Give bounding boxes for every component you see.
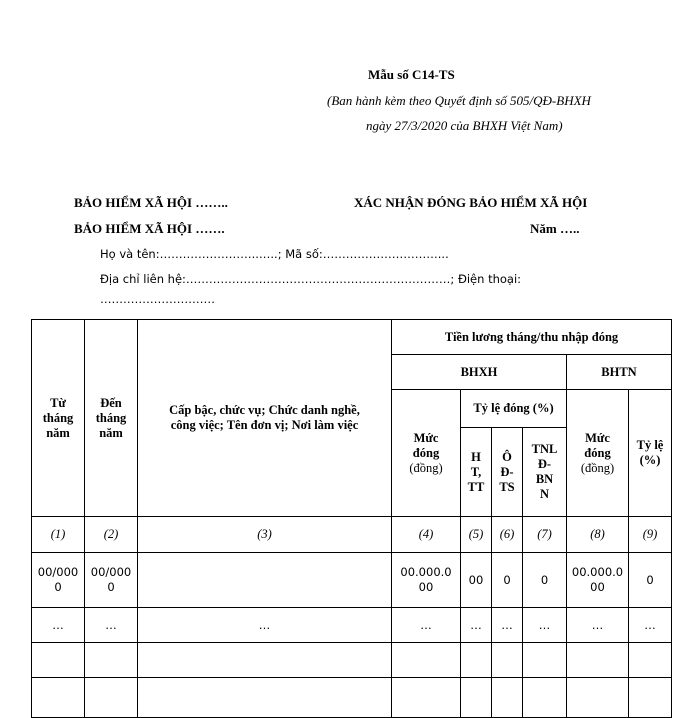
- org-name-2: BẢO HIỂM XÃ HỘI …….: [74, 221, 225, 236]
- table-cell-col-9[interactable]: 0: [629, 553, 672, 608]
- document-title: XÁC NHẬN ĐÓNG BẢO HIỂM XÃ HỘI: [354, 195, 588, 210]
- table-cell-col-3[interactable]: [138, 678, 392, 718]
- column-number-9: (9): [629, 517, 672, 553]
- col-bhtn-amount: [567, 390, 629, 517]
- column-number-4: (4): [392, 517, 461, 553]
- org-name-1: BẢO HIỂM XÃ HỘI ……..: [74, 195, 228, 210]
- phone-dots: …………………………: [100, 292, 215, 306]
- table-cell-col-4[interactable]: 00.000.0 00: [392, 553, 461, 608]
- year-label: Năm …..: [530, 221, 580, 236]
- table-cell-col-6[interactable]: [492, 643, 523, 678]
- column-number-1: (1): [32, 517, 85, 553]
- table-row: [32, 553, 672, 608]
- table-cell-col-5[interactable]: [461, 643, 492, 678]
- group-bhxh-header: BHXH: [392, 355, 567, 390]
- table-cell-col-4[interactable]: …: [392, 608, 461, 643]
- table-cell-col-4[interactable]: [392, 678, 461, 718]
- table-cell-col-7[interactable]: [523, 643, 567, 678]
- col-from-month-year: Từ tháng năm: [32, 320, 85, 517]
- form-code: Mẫu số C14-TS: [368, 67, 455, 82]
- table-cell-col-9[interactable]: …: [629, 608, 672, 643]
- table-cell-col-7[interactable]: [523, 678, 567, 718]
- col-job-description: Cấp bậc, chức vụ; Chức danh nghề, công việc; Tên đơn vị; Nơi làm việc: [138, 320, 392, 517]
- table-cell-col-5[interactable]: [461, 678, 492, 718]
- table-cell-col-3[interactable]: …: [138, 608, 392, 643]
- bhtn-amount-label: Mức đóng: [584, 430, 611, 460]
- table-cell-col-6[interactable]: …: [492, 608, 523, 643]
- issued-by-line-2: ngày 27/3/2020 của BHXH Việt Nam): [366, 118, 563, 133]
- table-row: [32, 643, 672, 678]
- table-cell-col-2[interactable]: [85, 678, 138, 718]
- table-cell-col-9[interactable]: [629, 678, 672, 718]
- group-rate-header: Tỷ lệ đóng (%): [461, 390, 567, 428]
- column-number-row: [32, 517, 672, 553]
- table-cell-col-8[interactable]: [567, 678, 629, 718]
- address-phone-line: Địa chỉ liên hệ:……………………………………………………………; Điện thoại:: [100, 272, 522, 286]
- table-cell-col-7[interactable]: 0: [523, 553, 567, 608]
- table-cell-col-3[interactable]: [138, 643, 392, 678]
- col-rate-httt: H T, TT: [461, 428, 492, 517]
- table-cell-col-8[interactable]: 00.000.0 00: [567, 553, 629, 608]
- table-cell-col-2[interactable]: …: [85, 608, 138, 643]
- table-cell-col-1[interactable]: [32, 643, 85, 678]
- bhtn-amount-unit: (đồng): [580, 460, 615, 475]
- table-cell-col-8[interactable]: [567, 643, 629, 678]
- col-rate-tnldbnn: TNL Đ- BN N: [523, 428, 567, 517]
- table-cell-col-2[interactable]: [85, 643, 138, 678]
- name-and-id-line: Họ và tên:……………………..…..; Mã số:…………………………...: [100, 247, 449, 261]
- table-cell-col-5[interactable]: 00: [461, 553, 492, 608]
- table-cell-col-8[interactable]: …: [567, 608, 629, 643]
- group-salary-header: Tiền lương tháng/thu nhập đóng: [392, 320, 672, 355]
- bhxh-amount-label: Mức đóng: [412, 430, 440, 460]
- table-cell-col-9[interactable]: [629, 643, 672, 678]
- table-cell-col-6[interactable]: 0: [492, 553, 523, 608]
- issued-by-line-1: (Ban hành kèm theo Quyết định số 505/QĐ-BHXH: [327, 93, 591, 108]
- table-cell-col-3[interactable]: [138, 553, 392, 608]
- column-number-5: (5): [461, 517, 492, 553]
- group-bhtn-header: BHTN: [567, 355, 672, 390]
- column-number-8: (8): [567, 517, 629, 553]
- table-row: [32, 678, 672, 718]
- col-bhxh-amount: [392, 390, 461, 517]
- column-number-3: (3): [138, 517, 392, 553]
- column-number-2: (2): [85, 517, 138, 553]
- table-cell-col-1[interactable]: 00/000 0: [32, 553, 85, 608]
- table-cell-col-2[interactable]: 00/000 0: [85, 553, 138, 608]
- column-number-7: (7): [523, 517, 567, 553]
- col-to-month-year: Đến tháng năm: [85, 320, 138, 517]
- bhxh-amount-unit: (đồng): [409, 460, 443, 475]
- table-row: [32, 608, 672, 643]
- col-rate-odts: Ô Đ- TS: [492, 428, 523, 517]
- table-cell-col-6[interactable]: [492, 678, 523, 718]
- col-bhtn-rate: Tỷ lệ (%): [629, 390, 672, 517]
- table-cell-col-4[interactable]: [392, 643, 461, 678]
- contribution-table: [31, 319, 672, 718]
- table-cell-col-1[interactable]: [32, 678, 85, 718]
- table-cell-col-7[interactable]: …: [523, 608, 567, 643]
- table-cell-col-1[interactable]: …: [32, 608, 85, 643]
- column-number-6: (6): [492, 517, 523, 553]
- table-cell-col-5[interactable]: …: [461, 608, 492, 643]
